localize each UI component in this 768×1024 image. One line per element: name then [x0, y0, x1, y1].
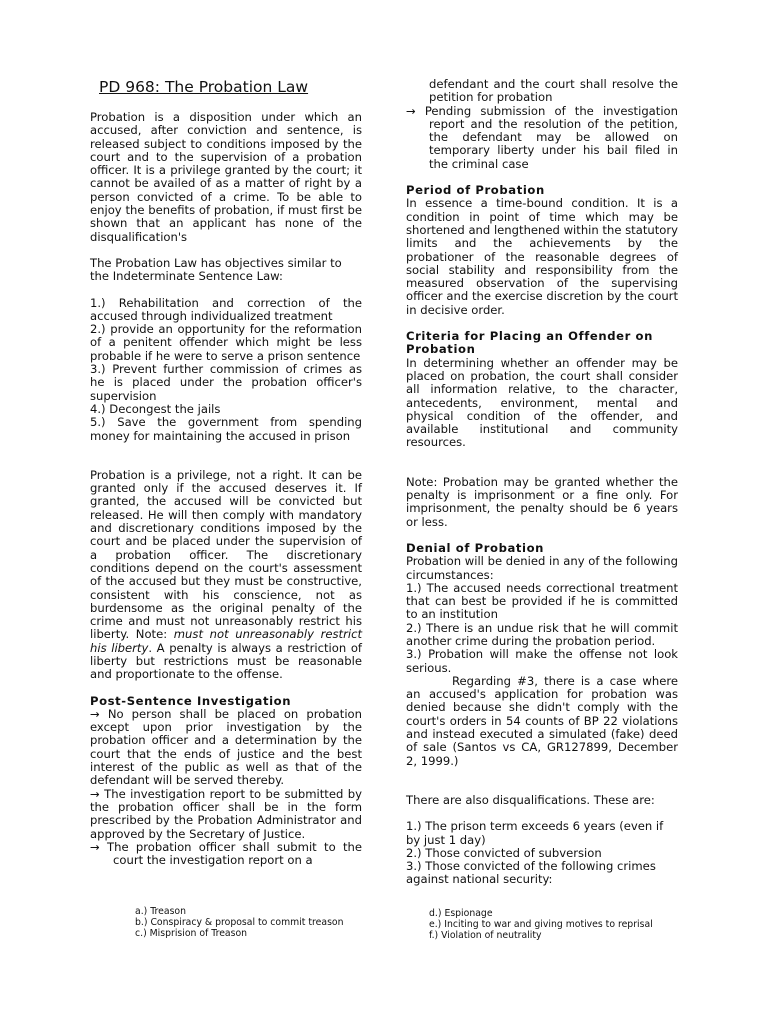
objective-item: 5.) Save the government from spending money for maintaining the accused in prison [90, 415, 362, 443]
objectives-intro: The Probation Law has objectives similar to the Indeterminate Sentence Law: [90, 255, 342, 284]
criteria-text: In determining whether an offender may be placed on probation, the court shall consider all information relative, to the character, antecedents, environment, mental and physical condition of the offender, and available institutional and community resources. [406, 355, 678, 450]
period-text: In essence a time-bound condition. It is a condition in point of time which may be shortened and lengthened within the statutory limits and the achievements by the probationer of the reasonable degrees of social stability and responsibility from the measured observation of the supervising officer and the exercise discretion by the court in decisive order. [406, 196, 678, 317]
continued-item: → Pending submission of the investigation report and the resolution of the petition, the defendant may be allowed on temporary liberty under his bail filed in the criminal case [406, 103, 678, 171]
left-column [90, 111, 362, 867]
crime-list-right [429, 909, 653, 941]
case-text: Regarding #3, there is a case where an accused's application for probation was denied because she didn't comply with the court's orders in 54 counts of BP 22 violations and instead executed a simulated (fake) deed of sale (Santos vs CA, GR127899, December 2, 1999.) [406, 673, 678, 768]
psi-item: → The investigation report to be submitted by the probation officer shall be in the form prescribed by the Probation Administrator and approved by the Secretary of Justice. [90, 786, 362, 841]
psi-heading: Post-Sentence Investigation [90, 693, 292, 708]
denial-item: 1.) The accused needs correctional treatment that can best be provided if he is committed to an institution [406, 580, 678, 622]
crime-item: e.) Inciting to war and giving motives to reprisal [429, 918, 653, 930]
denial-item: 2.) There is an undue risk that he will commit another crime during the probation period. [406, 620, 678, 648]
disqualification-item: 3.) Those convicted of the following crimes against national security: [406, 859, 656, 887]
disqualification-item: 2.) Those convicted of subversion [406, 845, 602, 860]
crime-item: b.) Conspiracy & proposal to commit treason [135, 916, 344, 928]
crime-item: a.) Treason [135, 906, 187, 917]
crime-item: f.) Violation of neutrality [429, 929, 542, 941]
denial-heading: Denial of Probation [406, 540, 545, 555]
objective-item: 1.) Rehabilitation and correction of the accused through individualized treatment [90, 295, 362, 323]
intro-paragraph: Probation is a disposition under which an accused, after conviction and sentence, is released subject to conditions imposed by the court and to the supervision of a probation officer. It is a privilege granted by the court; it cannot be availed of as a matter of right by a person convicted of a crime. To be able to enjoy the benefits of probation, if must first be shown that an applicant has none of the disqualification's [90, 110, 362, 244]
privilege-paragraph [90, 469, 362, 682]
psi-item: → No person shall be placed on probation except upon prior investigation by the probation officer and a determination by the court that the ends of justice and the best interest of the public as well as that of the defendant will be served thereby. [90, 706, 362, 788]
objective-item: 2.) provide an opportunity for the reformation of a penitent offender which might be less probable if he were to serve a prison sentence [90, 322, 362, 363]
crime-list-left [135, 907, 344, 939]
period-heading: Period of Probation [406, 183, 545, 198]
disqualifications-intro: There are also disqualifications. These are: [406, 792, 655, 807]
privilege-tail: . A penalty is always a restriction of liberty but restrictions must be reasonable and proportionate to the offense. [90, 640, 362, 682]
denial-intro: Probation will be denied in any of the following circumstances: [406, 554, 678, 582]
page-title: PD 968: The Probation Law [99, 78, 309, 96]
privilege-emphasis: must not unreasonably restrict his liberty [90, 627, 362, 655]
privilege-text: Probation is a privilege, not a right. It can be granted only if the accused deserves it. If granted, the accused will be convicted but released. He will then comply with mandatory and discretionary conditions imposed by the court and be placed under the supervision of a probation officer. The discretionary conditions depend on the court's assessment of the accused but they must be constructive, consistent with his conscience, not as burdensome as the original penalty of the crime and must not unreasonably restrict his liberty. Note: [90, 467, 362, 642]
crime-item: c.) Misprision of Treason [135, 927, 248, 939]
objective-item: 3.) Prevent further commission of crimes as he is placed under the probation officer's supervision [90, 362, 362, 403]
crime-item: d.) Espionage [429, 908, 493, 919]
denial-item: 3.) Probation will make the offense not look serious. [406, 647, 678, 675]
right-column [406, 78, 678, 887]
note-text: Note: Probation may be granted whether the penalty is imprisonment or a fine only. For imprisonment, the penalty should be 6 years or less. [406, 474, 678, 529]
continued-item: defendant and the court shall resolve the petition for probation [429, 77, 678, 105]
disqualification-item: 1.) The prison term exceeds 6 years (even if by just 1 day) [406, 819, 664, 847]
criteria-heading: Criteria for Placing an Offender on Probation [406, 329, 653, 357]
psi-item: → The probation officer shall submit to the court the investigation report on a [90, 839, 362, 868]
objective-item: 4.) Decongest the jails [90, 401, 221, 416]
